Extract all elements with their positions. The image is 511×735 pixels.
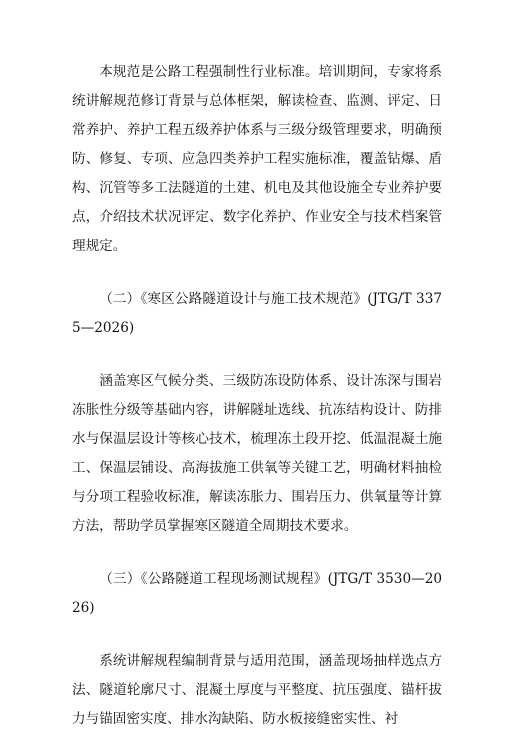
paragraph-intro: 本规范是公路工程强制性行业标准。培训期间，专家将系统讲解规范修订背景与总体框架，解读检查、监测、评定、日常养护、养护工程五级养护体系与三级分级管理要求，明确预防、修复、专项、应急四类养护工程实施标准，覆盖钻爆、盾构、沉管等多工法隧道的土建、机电及其他设施全专业养护要点，介绍技术状况评定、数字化养护、作业安全与技术档案管理规定。 — [72, 64, 442, 254]
section-heading-3: （三）《公路隧道工程现场测试规程》(JTG/T 3530—2026) — [72, 571, 442, 616]
document-page — [72, 58, 442, 734]
section-heading-2: （二）《寒区公路隧道设计与施工技术规范》(JTG/T 3375—2026) — [72, 291, 442, 336]
paragraph-field-test: 系统讲解规程编制背景与适用范围，涵盖现场抽样选点方法、隧道轮廓尺寸、混凝土厚度与平整度、抗压强度、锚杆拔力与锚固密实度、排水沟缺陷、防水板接缝密实性、衬 — [72, 653, 442, 727]
paragraph-cold-region: 涵盖寒区气候分类、三级防冻设防体系、设计冻深与围岩冻胀性分级等基础内容，讲解隧址选线、抗冻结构设计、防排水与保温层设计等核心技术，梳理冻土段开挖、低温混凝土施工、保温层铺设、高海拔施工供氧等关键工艺，明确材料抽检与分项工程验收标准，解读冻胀力、围岩压力、供氧量等计算方法，帮助学员掌握寒区隧道全周期技术要求。 — [72, 373, 442, 534]
